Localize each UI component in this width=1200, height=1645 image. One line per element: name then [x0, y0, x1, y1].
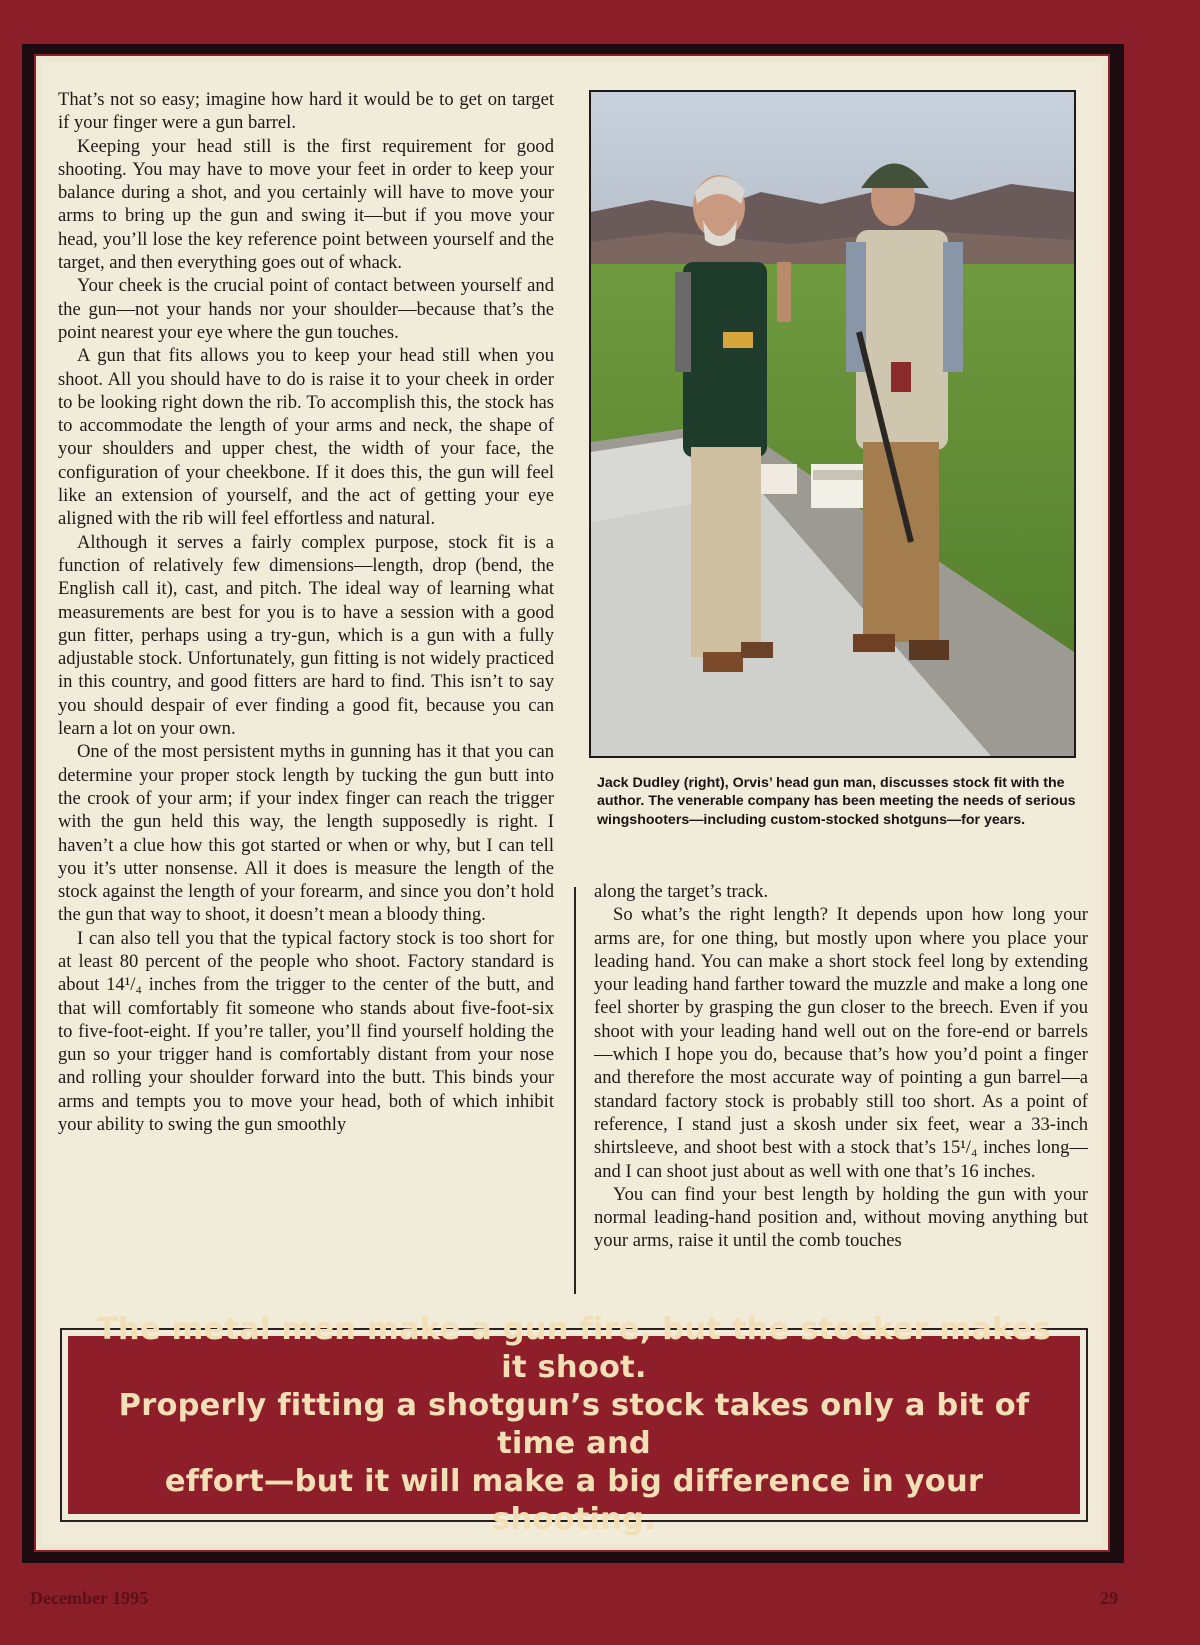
paragraph: One of the most persistent myths in gunning has it that you can determine your proper stock length by tucking the gun butt into the crook of your arm; if your index finger can reach the trigger with the gun held this way, the length supposedly is right. I haven’t a clue how this got started or when or why, but I can tell you it’s utter nonsense. All it does is measure the length of the stock against the length of your forearm, and since you don’t hold the gun that way to shoot, it doesn’t mean a bloody thing.: [58, 741, 554, 926]
pullquote-text: [88, 1311, 1060, 1539]
paragraph: Keeping your head still is the first requirement for good shooting. You may have to move your feet in order to keep your balance during a shot, and you certainly will have to move your arms to bring up the gun and swing it—but if you move your head, you’ll lose the key reference point between yourself and the target, and then everything goes out of whack.: [58, 135, 554, 274]
paragraph: So what’s the right length? It depends upon how long your arms are, for one thing, but mostly upon where you place your leading hand. You can make a short stock feel long by extending your leading hand farther toward the muzzle and make a long one feel shorter by grasping the gun closer to the breech. Even if you shoot with your leading hand well out on the fore-end or barrels—which I hope you do, because that’s how you’d point a finger and therefore the most accurate way of pointing a gun barrel—a standard factory stock is probably still too short. As a point of reference, I stand just a skosh under six feet, wear a 33-inch shirtsleeve, and shoot best with a stock that’s 15¹/₄ inches long—and I can shoot just about as well with one that’s 16 inches.: [594, 904, 1088, 1182]
pullquote: [66, 1312, 1082, 1537]
paragraph: Although it serves a fairly complex purpose, stock fit is a function of relatively few dimensions—length, drop (bend, the English call it), cast, and pitch. The ideal way of learning what measurements are best for you is to have a session with a good gun fitter, perhaps using a try-gun, which is a gun with a fully adjustable stock. Unfortunately, gun fitting is not widely practiced in this country, and good fitters are hard to find. This isn’t to say you should despair of ever finding a good fit, because you can learn a lot on your own.: [58, 531, 554, 740]
paragraph: along the target’s track.: [594, 881, 769, 902]
photo-illustration: [591, 92, 1074, 756]
paragraph: A gun that fits allows you to keep your head still when you shoot. All you should have to do is raise it to your cheek in order to be looking right down the rib. To accomplish this, the stock has to accommodate the length of your arms and neck, the shape of your shoulders and upper chest, the width of your face, the configuration of your cheekbone. If it does this, the gun will feel like an extension of yourself, and the act of getting your eye aligned with the rib will feel effortless and natural.: [58, 345, 554, 530]
footer-date: December 1995: [30, 1588, 149, 1608]
pullquote-line: The metal men make a gun fire, but the stocker makes it shoot.: [96, 1312, 1052, 1385]
paragraph: You can find your best length by holding the gun with your normal leading-hand position and, without moving anything but your arms, raise it until the comb touches: [594, 1183, 1088, 1252]
paragraph: That’s not so easy; imagine how hard it would be to get on target if your finger were a gun barrel.: [58, 89, 554, 134]
photo-caption: Jack Dudley (right), Orvis’ head gun man, discusses stock fit with the author. The venerable company has been meeting the needs of serious wingshooters—including custom-stocked shotguns—for years.: [597, 775, 1076, 828]
paragraph: Your cheek is the crucial point of contact between yourself and the gun—not your hands nor your shoulder—because that’s the point nearest your eye where the gun touches.: [58, 275, 554, 343]
page-number: 29: [1100, 1588, 1118, 1608]
article-right-column: [594, 880, 1088, 1253]
paragraph: I can also tell you that the typical factory stock is too short for at least 80 percent of the people who shoot. Factory standard is about 14¹/₄ inches from the trigger to the center of the butt, and that will comfortably fit someone who stands about five-foot-six to five-foot-eight. If you’re taller, you’ll find yourself holding the gun so your trigger hand is comfortably distant from your nose and rolling your shoulder forward into the butt. This binds your arms and tempts you to move your head, both of which inhibit your ability to swing the gun smoothly: [58, 927, 554, 1136]
pullquote-line: Properly fitting a shotgun’s stock takes only a bit of time and: [118, 1388, 1030, 1461]
article-left-column: [58, 88, 554, 1136]
column-rule: [574, 887, 576, 1294]
photo: [589, 90, 1076, 758]
pullquote-line: effort—but it will make a big difference in your shooting.: [164, 1464, 984, 1537]
